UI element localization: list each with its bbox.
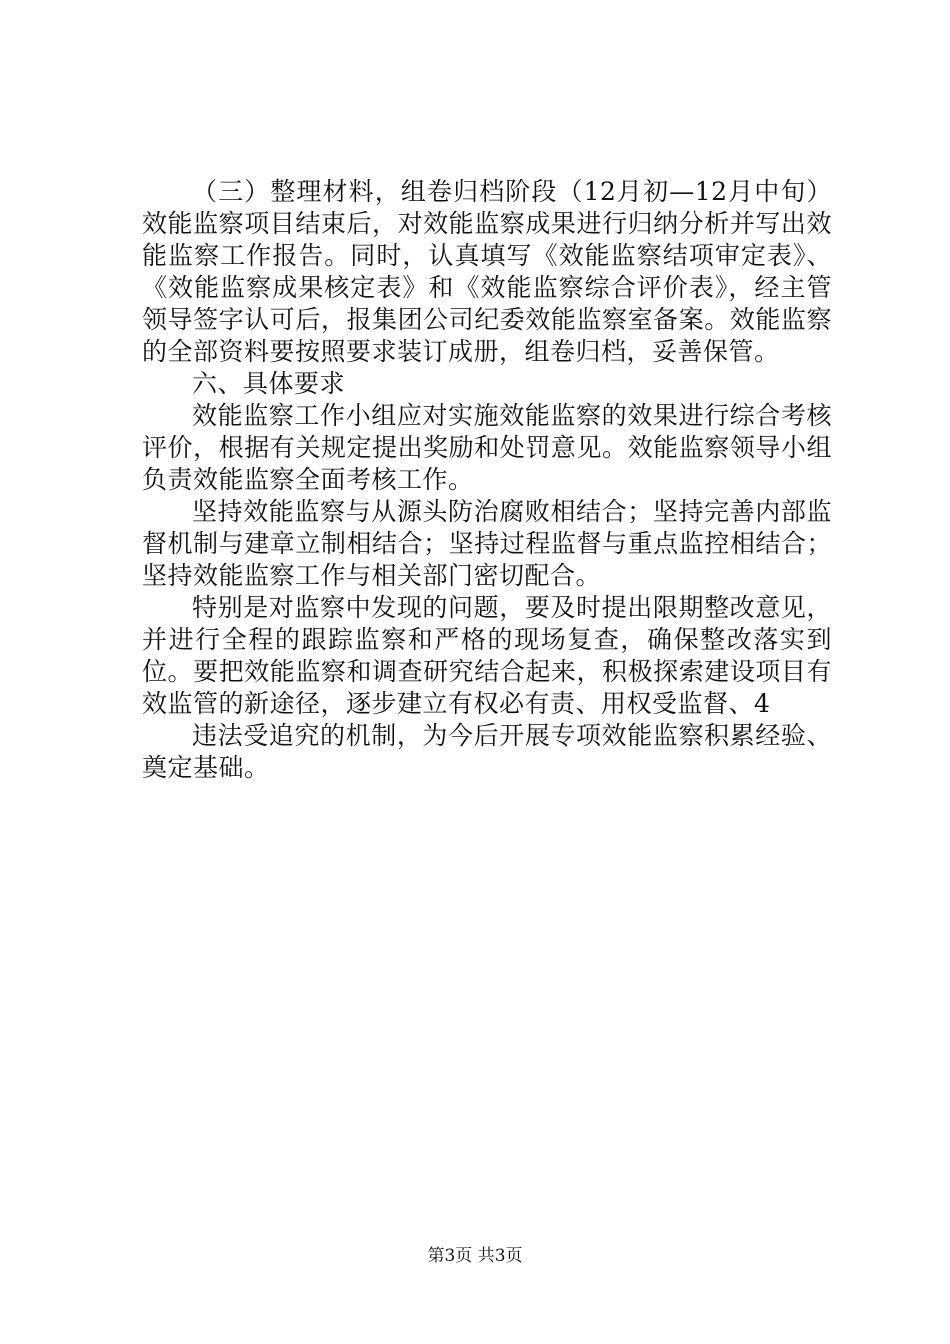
paragraph-stage-three: （三）整理材料，组卷归档阶段（12月初—12月中旬）效能监察项目结束后，对效能监察成果进行归纳分析并写出效能监察工作报告。同时，认真填写《效能监察结项审定表》、《效能监察成果核定表》和《效能监察综合评价表》，经主管领导签字认可后，报集团公司纪委效能监察室备案。效能监察的全部资料要按照要求装订成册，组卷归档，妥善保管。 — [142, 177, 832, 366]
paragraph-mechanism: 违法受追究的机制，为今后开展专项效能监察积累经验、奠定基础。 — [142, 721, 832, 782]
paragraph-evaluation: 效能监察工作小组应对实施效能监察的效果进行综合考核评价，根据有关规定提出奖励和处罚意见。效能监察领导小组负责效能监察全面考核工作。 — [142, 401, 832, 494]
paragraph-rectification: 特别是对监察中发现的问题，要及时提出限期整改意见，并进行全程的跟踪监察和严格的现场复查，确保整改落实到位。要把效能监察和调查研究结合起来，积极探索建设项目有效监管的新途径，逐步建立有权必有责、用权受监督、4 — [142, 593, 832, 718]
paragraph-principles: 坚持效能监察与从源头防治腐败相结合；坚持完善内部监督机制与建章立制相结合；坚持过程监督与重点监控相结合；坚持效能监察工作与相关部门密切配合。 — [142, 497, 832, 590]
section-heading-requirements: 六、具体要求 — [192, 369, 346, 398]
page-footer: 第3页 共3页 — [427, 1246, 523, 1266]
document-body — [142, 176, 832, 784]
